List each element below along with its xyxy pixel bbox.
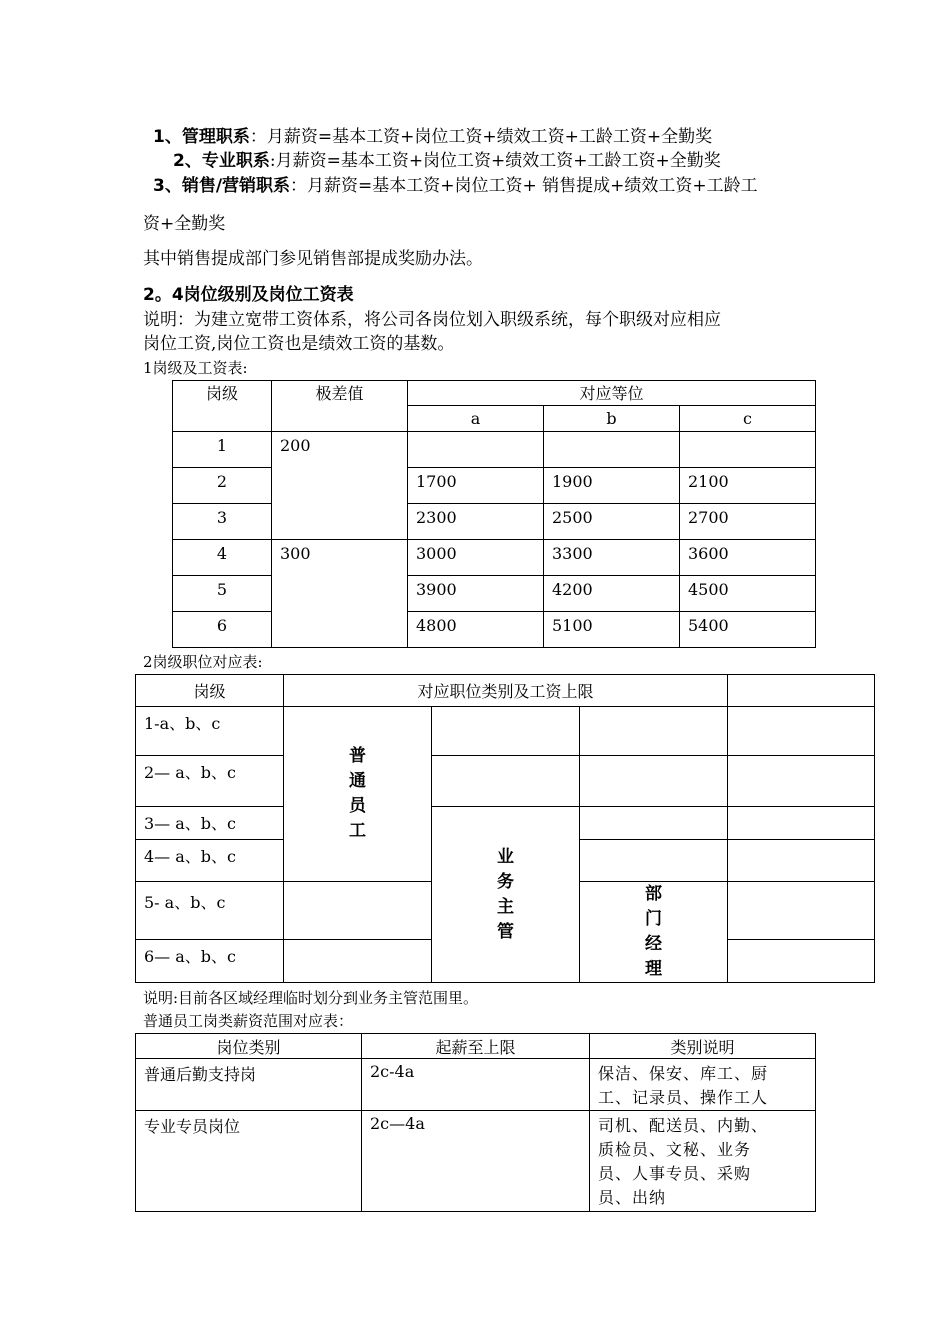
explanation-line-2: 岗位工资,岗位工资也是绩效工资的基数。 — [143, 334, 455, 354]
table-row: 5- a、b、c 部 门 经 理 — [136, 882, 875, 940]
table-row: 6 4800 5100 5400 — [173, 612, 816, 648]
table-row: 3 2300 2500 2700 — [173, 504, 816, 540]
table2-caption: 2岗级职位对应表: — [143, 653, 263, 671]
formula-sales-continued: 资+全勤奖 — [143, 214, 226, 234]
grade-position-table — [135, 674, 875, 983]
regional-manager-note: 说明:目前各区域经理临时划分到业务主管范围里。 — [143, 989, 479, 1007]
table-row: 普通后勤支持岗 2c-4a 保洁、保安、库工、厨 工、记录员、操作工人 — [136, 1059, 816, 1111]
table3-caption: 普通员工岗类薪资范围对应表： — [143, 1012, 354, 1030]
table1-caption: 1岗级及工资表: — [143, 359, 248, 377]
formula-management: 1、管理职系：月薪资=基本工资+岗位工资+绩效工资+工龄工资+全勤奖 — [153, 127, 713, 147]
section-title: 2。4岗位级别及岗位工资表 — [143, 285, 354, 305]
table-row: 专业专员岗位 2c—4a 司机、配送员、内勤、 质检员、文秘、业务 员、人事专员、采购 员、出纳 — [136, 1111, 816, 1212]
header-position: 对应职位类别及工资上限 — [284, 675, 728, 707]
table-row: 4 300 3000 3300 3600 — [173, 540, 816, 576]
sub-header-a: a — [408, 406, 544, 432]
diff-value: 200 — [272, 432, 408, 540]
header-range: 起薪至上限 — [362, 1034, 590, 1059]
salary-range-table — [135, 1033, 816, 1212]
department-manager-block: 部 门 经 理 — [580, 882, 728, 983]
table-row: 3— a、b、c 业 务 主 管 — [136, 807, 875, 840]
diff-value: 300 — [272, 540, 408, 648]
business-supervisor-block: 业 务 主 管 — [432, 807, 580, 983]
grade-salary-table — [172, 380, 816, 648]
explanation-line-1: 说明：为建立宽带工资体系，将公司各岗位划入职级系统，每个职级对应相应 — [143, 310, 721, 330]
formula-professional: 2、专业职系:月薪资=基本工资+岗位工资+绩效工资+工龄工资+全勤奖 — [173, 151, 721, 171]
header-description: 类别说明 — [590, 1034, 816, 1059]
table-row: 6— a、b、c — [136, 940, 875, 983]
table-row: 1 200 — [173, 432, 816, 468]
sub-header-c: c — [680, 406, 816, 432]
header-diff: 极差值 — [272, 381, 408, 432]
header-equivalent: 对应等位 — [408, 381, 816, 406]
header-grade: 岗级 — [136, 675, 284, 707]
header-grade: 岗级 — [173, 381, 272, 432]
table-row: 4— a、b、c — [136, 840, 875, 882]
commission-note: 其中销售提成部门参见销售部提成奖励办法。 — [143, 249, 483, 269]
ordinary-staff-block: 普 通 员 工 — [284, 707, 432, 882]
table-row: 5 3900 4200 4500 — [173, 576, 816, 612]
sub-header-b: b — [544, 406, 680, 432]
table-row: 2— a、b、c — [136, 756, 875, 807]
formula-sales: 3、销售/营销职系：月薪资=基本工资+岗位工资+ 销售提成+绩效工资+工龄工 — [153, 176, 758, 196]
header-category: 岗位类别 — [136, 1034, 362, 1059]
table-row: 1-a、b、c 普 通 员 工 — [136, 707, 875, 756]
table-row: 2 1700 1900 2100 — [173, 468, 816, 504]
